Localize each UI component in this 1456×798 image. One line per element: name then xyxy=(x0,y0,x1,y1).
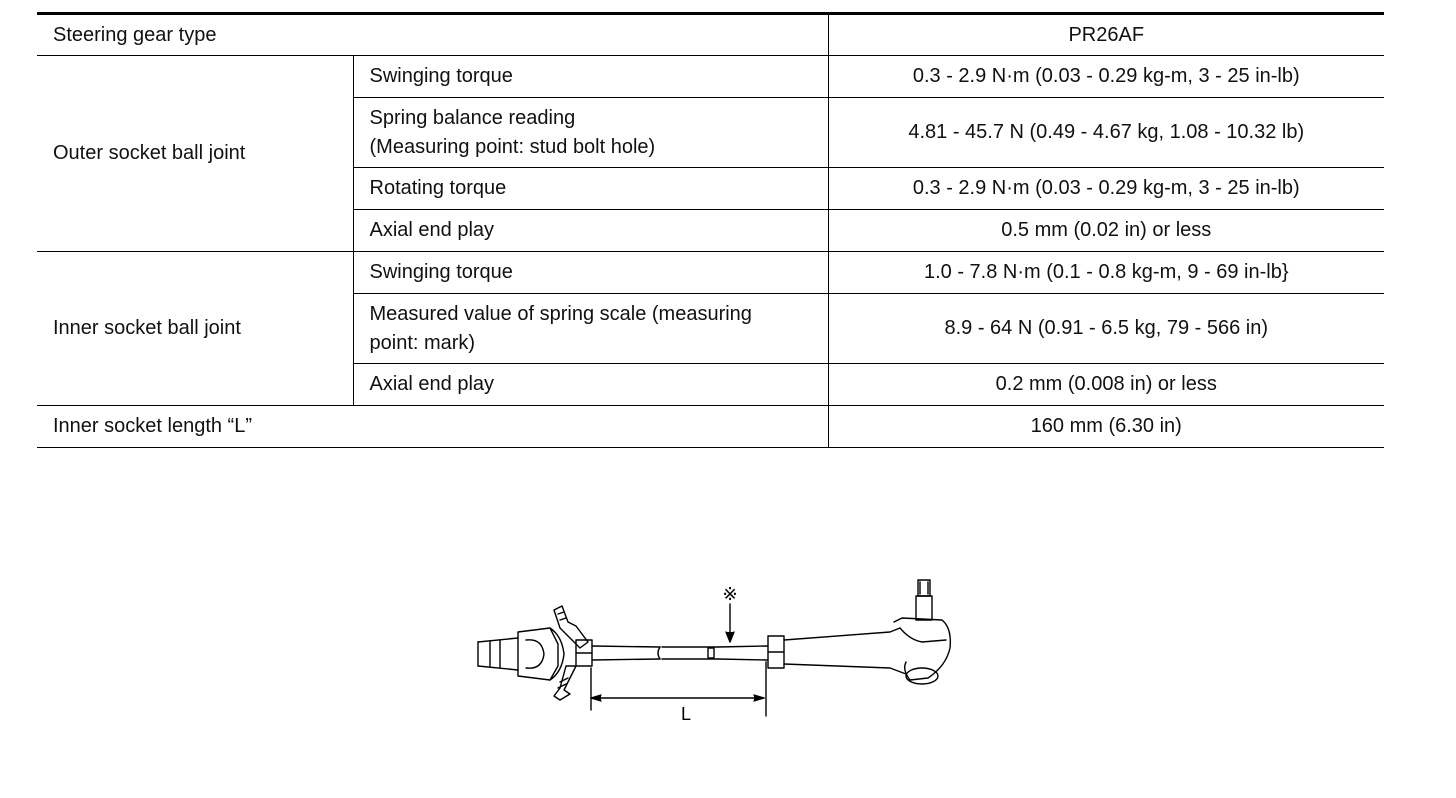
outer-spring-balance-value: 4.81 - 45.7 N (0.49 - 4.67 kg, 1.08 - 10.32 lb) xyxy=(828,98,1384,168)
inner-socket-group-label: Inner socket ball joint xyxy=(37,252,353,406)
table-row-gear-type xyxy=(37,14,1384,56)
outer-spring-balance-line2: (Measuring point: stud bolt hole) xyxy=(369,135,656,158)
inner-spring-scale-line1: Measured value of spring scale (measuring xyxy=(369,302,752,325)
specification-table xyxy=(37,12,1384,448)
dimension-line-l xyxy=(591,662,766,716)
outer-lock-nut-shape xyxy=(768,636,784,668)
outer-axial-end-play-label: Axial end play xyxy=(353,210,828,252)
mark-arrow xyxy=(726,604,734,642)
gear-type-label: Steering gear type xyxy=(37,14,828,56)
outer-spring-balance-line1: Spring balance reading xyxy=(369,106,576,129)
outer-rod-shape xyxy=(784,628,906,674)
inner-spring-scale-line2: point: mark) xyxy=(369,331,476,354)
inner-socket-housing xyxy=(518,628,564,680)
outer-socket-group-label: Outer socket ball joint xyxy=(37,56,353,252)
inner-axial-end-play-label: Axial end play xyxy=(353,364,828,406)
outer-swinging-torque-label: Swinging torque xyxy=(353,56,828,98)
inner-rod-shape xyxy=(592,646,768,660)
outer-axial-end-play-value: 0.5 mm (0.02 in) or less xyxy=(828,210,1384,252)
dimension-label-l: L xyxy=(680,704,692,724)
outer-swinging-torque-value: 0.3 - 2.9 N·m (0.03 - 0.29 kg-m, 3 - 25 in-lb) xyxy=(828,56,1384,98)
inner-socket-length-value: 160 mm (6.30 in) xyxy=(828,406,1384,448)
table-row xyxy=(37,252,1384,294)
inner-socket-length-label: Inner socket length “L” xyxy=(37,406,828,448)
tie-rod-diagram xyxy=(470,570,960,740)
gear-type-value: PR26AF xyxy=(828,14,1384,56)
outer-socket-shape xyxy=(894,580,950,684)
outer-spring-balance-label xyxy=(353,98,828,168)
outer-rotating-torque-label: Rotating torque xyxy=(353,168,828,210)
inner-spring-scale-label xyxy=(353,294,828,364)
inner-spring-scale-value: 8.9 - 64 N (0.91 - 6.5 kg, 79 - 566 in) xyxy=(828,294,1384,364)
table-row-inner-socket-length xyxy=(37,406,1384,448)
inner-swinging-torque-value: 1.0 - 7.8 N·m (0.1 - 0.8 kg-m, 9 - 69 in-lb} xyxy=(828,252,1384,294)
lock-nut-shape xyxy=(576,640,592,666)
inner-swinging-torque-label: Swinging torque xyxy=(353,252,828,294)
inner-axial-end-play-value: 0.2 mm (0.008 in) or less xyxy=(828,364,1384,406)
rack-end-shape xyxy=(478,638,518,670)
mark-symbol: ※ xyxy=(722,584,738,605)
outer-rotating-torque-value: 0.3 - 2.9 N·m (0.03 - 0.29 kg-m, 3 - 25 in-lb) xyxy=(828,168,1384,210)
table-row xyxy=(37,56,1384,98)
